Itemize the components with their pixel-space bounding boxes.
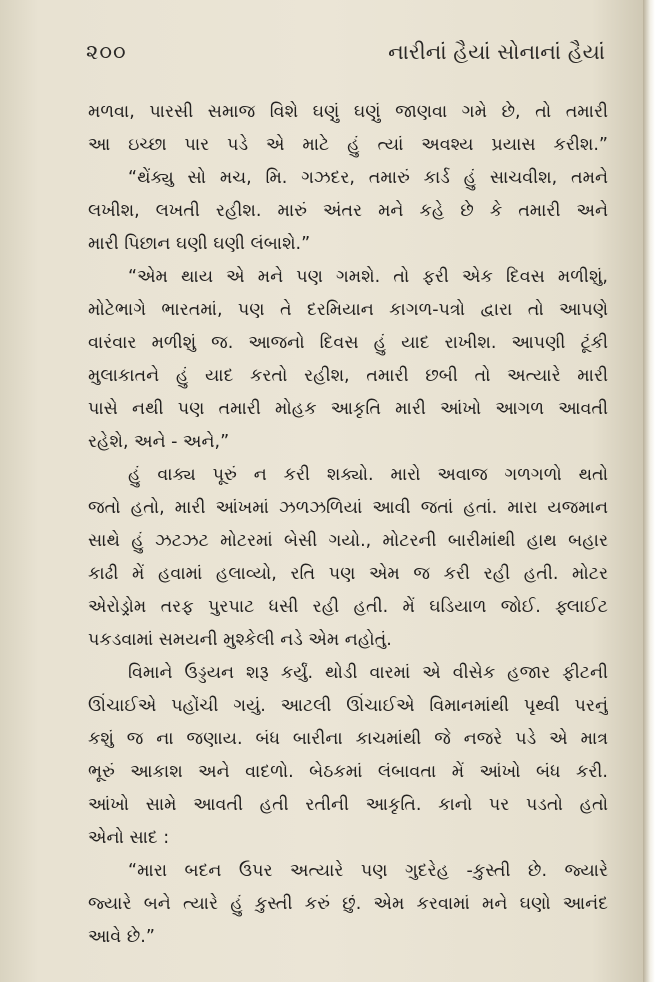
text-line: મળવા, પારસી સમાજ વિશે ઘણું ઘણું જાણવા ગમે છે, તો તમારી: [88, 102, 608, 122]
text-line: ભૂરું આકાશ અને વાદળો. બેઠકમાં લંબાવતા મેં આંખો બંધ કરી.: [88, 762, 608, 782]
text-line: “એમ થાય એ મને પણ ગમશે. તો ફરી એક દિવસ મળીશું,: [128, 267, 608, 287]
text-line: પકડવામાં સમયની મુશ્કેલી નડે એમ નહોતું.: [88, 630, 392, 650]
text-line: વિમાને ઉડ્ડયન શરૂ કર્યું. થોડી વારમાં એ વીસેક હજાર ફીટની: [128, 663, 608, 683]
text-line: મારી પિછાન ઘણી ઘણી લંબાશે.”: [88, 234, 311, 254]
page-number: ૨૦૦: [86, 40, 127, 64]
text-line: “થેંક્યુ સો મચ, મિ. ગઝદર, તમારું કાર્ડ હું સાચવીશ, તમને: [128, 168, 608, 188]
text-line: વારંવાર મળીશું જ. આજનો દિવસ હું યાદ રાખીશ. આપણી ટૂંકી: [88, 333, 608, 353]
text-line: એનો સાદ :: [88, 828, 170, 848]
page-header: [86, 40, 605, 80]
text-line: “મારા બદન ઉપર અત્યારે પણ ગુદરેહ -કુસ્તી છે. જ્યારે: [128, 861, 608, 881]
text-line: કાઢી મેં હવામાં હલાવ્યો, રતિ પણ એમ જ કરી રહી હતી. મોટર: [88, 564, 608, 584]
text-line: મોટેભાગે ભારતમાં, પણ તે દરમિયાન કાગળ-પત્રો દ્વારા તો આપણે: [88, 300, 608, 320]
text-line: આવે છે.”: [88, 927, 155, 947]
running-title: નારીનાં હૈયાં સોનાનાં હૈયાં: [388, 40, 605, 64]
text-line: પાસે નથી પણ તમારી મોહક આકૃતિ મારી આંખો આગળ આવતી: [88, 399, 608, 419]
text-line: લખીશ, લખતી રહીશ. મારું અંતર મને કહે છે કે તમારી અને: [88, 201, 608, 221]
text-line: કશું જ ના જણાય. બંધ બારીના કાચમાંથી જે નજરે પડે એ માત્ર: [88, 729, 608, 749]
page-edge: [643, 0, 655, 982]
text-line: હું વાક્ય પૂરું ન કરી શક્યો. મારો અવાજ ગળગળો થતો: [128, 465, 608, 485]
text-line: જ્યારે બને ત્યારે હું કુસ્તી કરું છું. એમ કરવામાં મને ઘણો આનંદ: [88, 894, 608, 914]
text-line: જતો હતો, મારી આંખમાં ઝળઝળિયાં આવી જતાં હતાં. મારા યજમાન: [88, 498, 608, 518]
text-line: આ ઇચ્છા પાર પડે એ માટે હું ત્યાં અવશ્ય પ્રયાસ કરીશ.”: [88, 135, 608, 155]
text-line: એરોડ્રોમ તરફ પુરપાટ ધસી રહી હતી. મેં ઘડિયાળ જોઈ. ફ્લાઈટ: [88, 597, 608, 617]
text-line: ઊંચાઈએ પહોંચી ગયું. આટલી ઊંચાઈએ વિમાનમાંથી પૃથ્વી પરનું: [88, 696, 608, 716]
text-line: રહેશે, અને - અને,”: [88, 432, 230, 452]
text-line: આંખો સામે આવતી હતી રતીની આકૃતિ. કાનો પર પડતો હતો: [88, 795, 608, 815]
text-line: મુલાકાતને હું યાદ કરતો રહીશ, તમારી છબી તો અત્યારે મારી: [88, 366, 608, 386]
text-line: સાથે હું ઝટઝટ મોટરમાં બેસી ગયો., મોટરની બારીમાંથી હાથ બહાર: [88, 531, 608, 551]
